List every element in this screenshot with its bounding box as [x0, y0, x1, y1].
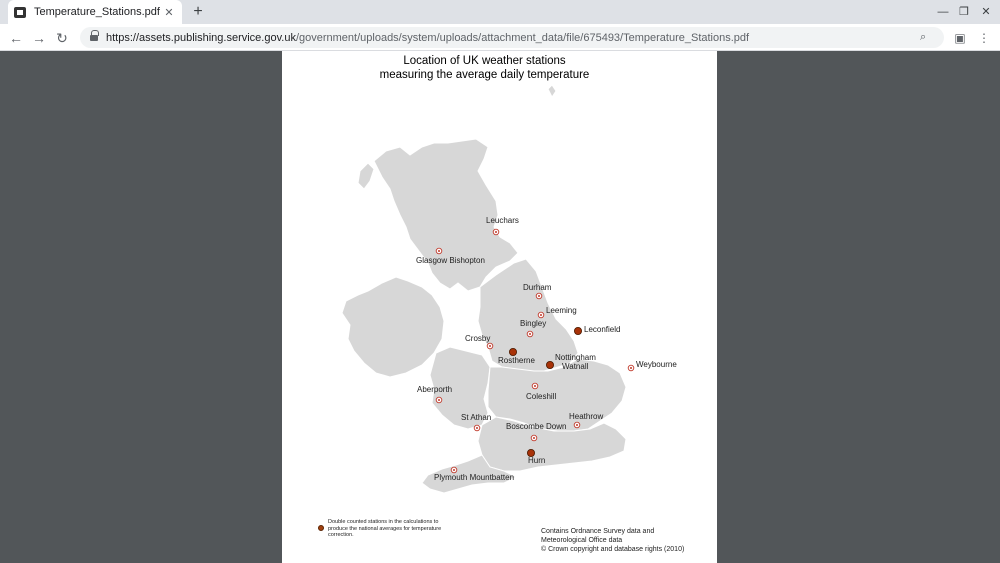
new-tab-icon[interactable]: +	[193, 3, 203, 20]
station-leconfield	[574, 325, 620, 335]
station-label: Watnall	[562, 362, 589, 371]
tab-title: Temperature_Stations.pdf	[34, 6, 160, 18]
station-label: Leeming	[546, 306, 577, 315]
station-label: Hurn	[528, 456, 546, 465]
legend-text: Double counted stations in the calculations to produce the national averages for temperature correction.	[328, 519, 442, 538]
tab-strip	[0, 0, 1000, 24]
station-label: Durham	[523, 283, 552, 292]
outer-hebrides	[358, 163, 374, 189]
station-label: Boscombe Down	[506, 422, 567, 431]
station-label: St Athan	[461, 413, 492, 422]
minimize-icon[interactable]: —	[937, 6, 949, 18]
station-label: Bingley	[520, 319, 547, 328]
station-marker-center	[534, 385, 536, 387]
station-label: Weybourne	[636, 360, 677, 369]
map-title-line2: measuring the average daily temperature	[379, 69, 590, 81]
tab-close-icon[interactable]: ✕	[164, 6, 174, 19]
station-marker-center	[438, 250, 440, 252]
url-text[interactable]	[106, 32, 920, 44]
menu-icon[interactable]: ⋮	[978, 31, 990, 45]
credit-line-3: © Crown copyright and database rights (2010)	[541, 546, 685, 553]
station-marker-center	[576, 424, 578, 426]
station-label: Rostherne	[498, 356, 535, 365]
profile-icon[interactable]: ▣	[954, 31, 966, 45]
station-marker-center	[495, 231, 497, 233]
double-counted-marker-icon	[318, 525, 324, 531]
address-bar[interactable]	[80, 27, 944, 48]
double-counted-station-marker	[509, 348, 516, 355]
station-marker-center	[438, 399, 440, 401]
url-path: /government/uploads/system/uploads/attachment_data/file/675493/Temperature_Stations.pdf	[295, 31, 750, 44]
double-counted-station-marker	[546, 361, 553, 368]
station-marker-center	[533, 437, 535, 439]
station-label: Glasgow Bishopton	[416, 256, 485, 265]
url-host: https://assets.publishing.service.gov.uk	[106, 31, 296, 44]
map-title-line1: Location of UK weather stations	[403, 55, 566, 67]
station-label: Aberporth	[417, 385, 453, 394]
station-marker-center	[529, 333, 531, 335]
station-marker-center	[453, 469, 455, 471]
lock-icon[interactable]	[90, 33, 98, 42]
back-icon[interactable]: ←	[9, 30, 23, 46]
station-marker-center	[489, 345, 491, 347]
station-label: Coleshill	[526, 392, 557, 401]
station-marker-center	[476, 427, 478, 429]
pdf-favicon-icon	[14, 7, 26, 18]
station-marker-center	[630, 367, 632, 369]
station-weybourne	[628, 360, 677, 371]
station-marker-center	[540, 314, 542, 316]
station-label: Leconfield	[584, 325, 621, 334]
reload-icon[interactable]: ↻	[56, 30, 68, 46]
station-nottingham	[555, 353, 596, 362]
window-close-icon[interactable]: ✕	[981, 6, 991, 18]
station-label: Heathrow	[569, 412, 604, 421]
ireland-landmass	[342, 277, 444, 377]
station-crosby	[465, 334, 493, 349]
forward-icon[interactable]: →	[32, 30, 46, 46]
browser-toolbar	[0, 24, 1000, 51]
station-label: Leuchars	[486, 216, 519, 225]
credit-line-2: Meteorological Office data	[541, 537, 623, 544]
map-credits	[541, 527, 711, 554]
shetland	[548, 85, 556, 97]
station-marker-center	[538, 295, 540, 297]
double-counted-station-marker	[574, 327, 581, 334]
station-label: Crosby	[465, 334, 491, 343]
station-label: Nottingham	[555, 353, 596, 362]
scotland-landmass	[374, 139, 518, 291]
restore-icon[interactable]: ❐	[959, 6, 969, 18]
tab-temperature-stations[interactable]	[8, 0, 182, 24]
station-label: Plymouth Mountbatten	[434, 473, 515, 482]
zoom-icon[interactable]: ⌕	[920, 31, 927, 43]
uk-map	[282, 51, 717, 563]
credit-line-1: Contains Ordnance Survey data and	[541, 528, 655, 535]
pdf-page	[282, 51, 717, 563]
